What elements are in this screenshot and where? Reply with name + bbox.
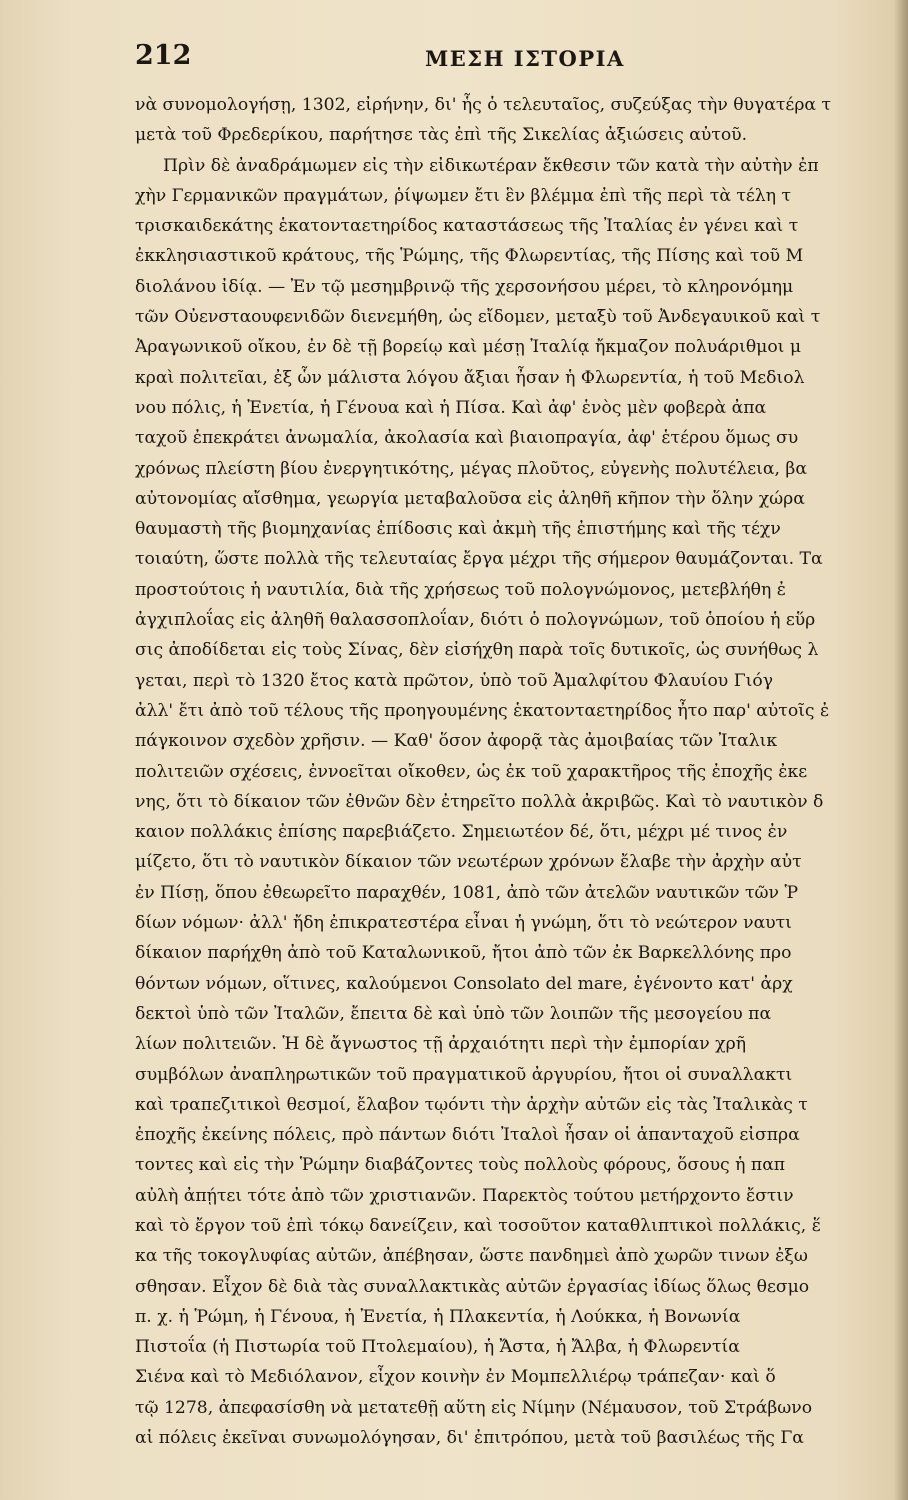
text-line: ἐν Πίσῃ, ὅπου ἐθεωρεῖτο παραχθέν, 1081, ἀπὸ τῶν ἀτελῶν ναυτικῶν τῶν Ῥ xyxy=(135,882,799,903)
text-line: Πρὶν δὲ ἀναδράμωμεν εἰς τὴν εἰδικωτέραν ἔκθεσιν τῶν κατὰ τὴν αὐτὴν ἐπ xyxy=(163,155,819,176)
text-line: τοιαύτη, ὥστε πολλὰ τῆς τελευταίας ἔργα μέχρι τῆς σήμερον θαυμάζονται. Τα xyxy=(135,549,823,570)
text-line: λίων πολιτειῶν. Ἡ δὲ ἄγνωστος τῇ ἀρχαιότητι περὶ τὴν ἐμπορίαν χρῆ xyxy=(135,1034,746,1055)
text-line: π. χ. ἡ Ῥώμη, ἡ Γένουα, ἡ Ἐνετία, ἡ Πλακεντία, ἡ Λούκκα, ἡ Βονωνία xyxy=(135,1306,741,1327)
text-line: μίζετο, ὅτι τὸ ναυτικὸν δίκαιον τῶν νεωτέρων χρόνων ἔλαβε τὴν ἀρχὴν αὐτ xyxy=(135,852,802,873)
text-line: κραὶ πολιτεῖαι, ἐξ ὧν μάλιστα λόγου ἄξιαι ἦσαν ἡ Φλωρεντία, ἡ τοῦ Μεδιολ xyxy=(135,367,805,388)
text-line: Πιστοΐα (ἡ Πιστωρία τοῦ Πτολεμαίου), ἡ Ἄστα, ἡ Ἄλβα, ἡ Φλωρεντία xyxy=(135,1337,740,1358)
page-number: 212 xyxy=(135,40,192,71)
body-text xyxy=(135,90,908,1453)
text-line: ταχοῦ ἐπεκράτει ἀνωμαλία, ἀκολασία καὶ βιαιοπραγία, ἀφ' ἑτέρου ὅμως συ xyxy=(135,428,799,449)
text-line: τῶν Οὐενσταουφενιδῶν διενεμήθη, ὡς εἴδομεν, μεταξὺ τοῦ Ἀνδεγαυικοῦ καὶ τ xyxy=(135,307,821,328)
text-line: χρόνως πλείστη βίου ἐνεργητικότης, μέγας πλοῦτος, εὐγενὴς πολυτέλεια, βα xyxy=(135,458,807,479)
text-line: τῷ 1278, ἀπεφασίσθη νὰ μετατεθῇ αὕτη εἰς Νίμην (Νέμαυσον, τοῦ Στράβωνο xyxy=(135,1397,813,1418)
text-line: δίων νόμων· ἀλλ' ἤδη ἐπικρατεστέρα εἶναι ἡ γνώμη, ὅτι τὸ νεώτερον ναυτι xyxy=(135,913,792,934)
text-line: θόντων νόμων, οἵτινες, καλούμενοι Consolato del mare, ἐγένοντο κατ' ἀρχ xyxy=(135,973,793,994)
text-line: πολιτειῶν σχέσεις, ἐννοεῖται οἴκοθεν, ὡς ἐκ τοῦ χαρακτῆρος τῆς ἐποχῆς ἐκε xyxy=(135,761,808,782)
text-line: θαυμαστὴ τῆς βιομηχανίας ἐπίδοσις καὶ ἀκμὴ τῆς ἐπιστήμης καὶ τῆς τέχν xyxy=(135,519,781,540)
text-line: νης, ὅτι τὸ δίκαιον τῶν ἐθνῶν δὲν ἐτηρεῖτο πολλὰ ἀκριβῶς. Καὶ τὸ ναυτικὸν δ xyxy=(135,791,824,812)
text-line: Ἀραγωνικοῦ οἴκου, ἐν δὲ τῇ βορείῳ καὶ μέσῃ Ἰταλίᾳ ἤκμαζον πολυάριθμοι μ xyxy=(135,337,802,358)
text-line: αὐτονομίας αἴσθημα, γεωργία μεταβαλοῦσα εἰς ἀληθῆ κῆπον τὴν ὅλην χώρα xyxy=(135,488,805,509)
text-line: δεκτοὶ ὑπὸ τῶν Ἰταλῶν, ἔπειτα δὲ καὶ ὑπὸ τῶν λοιπῶν τῆς μεσογείου πα xyxy=(135,1003,772,1024)
text-line: συμβόλων ἀναπληρωτικῶν τοῦ πραγματικοῦ ἀργυρίου, ἤτοι οἱ συναλλακτι xyxy=(135,1064,793,1085)
text-line: κα τῆς τοκογλυφίας αὐτῶν, ἀπέβησαν, ὥστε πανδημεὶ ἀπὸ χωρῶν τινων ἐξω xyxy=(135,1246,808,1267)
text-line: προστούτοις ἡ ναυτιλία, διὰ τῆς χρήσεως τοῦ πολογνώμονος, μετεβλήθη ἐ xyxy=(135,579,786,600)
text-line: καιον πολλάκις ἐπίσης παρεβιάζετο. Σημειωτέον δέ, ὅτι, μέχρι μέ τινος ἐν xyxy=(135,822,788,843)
text-line: γεται, περὶ τὸ 1320 ἔτος κατὰ πρῶτον, ὑπὸ τοῦ Ἀμαλφίτου Φλαυίου Γιόγ xyxy=(135,670,774,691)
text-line: σις ἀποδίδεται εἰς τοὺς Σίνας, δὲν εἰσήχθη παρὰ τοῖς δυτικοῖς, ὡς συνήθως λ xyxy=(135,640,819,661)
text-line: αὐλὴ ἀπῄτει τότε ἀπὸ τῶν χριστιανῶν. Παρεκτὸς τούτου μετήρχοντο ἔστιν xyxy=(135,1185,794,1206)
text-line: ἀλλ' ἔτι ἀπὸ τοῦ τέλους τῆς προηγουμένης ἑκατονταετηρίδος ἦτο παρ' αὐτοῖς ἐ xyxy=(135,700,830,721)
text-line: τοντες καὶ εἰς τὴν Ῥώμην διαβάζοντες τοὺς πολλοὺς φόρους, ὅσους ἡ παπ xyxy=(135,1155,786,1176)
text-line: ἀγχιπλοΐας εἰς ἀληθῆ θαλασσοπλοΐαν, διότι ὁ πολογνώμων, τοῦ ὁποίου ἡ εὕρ xyxy=(135,610,816,631)
text-line: αἱ πόλεις ἐκεῖναι συνωμολόγησαν, δι' ἐπιτρόπου, μετὰ τοῦ βασιλέως τῆς Γα xyxy=(135,1428,804,1449)
text-line: χὴν Γερμανικῶν πραγμάτων, ῥίψωμεν ἔτι ἓν βλέμμα ἐπὶ τῆς περὶ τὰ τέλη τ xyxy=(135,185,791,206)
text-line: ἐκκλησιαστικοῦ κράτους, τῆς Ῥώμης, τῆς Φλωρεντίας, τῆς Πίσης καὶ τοῦ Μ xyxy=(135,246,804,267)
text-line: μετὰ τοῦ Φρεδερίκου, παρήτησε τὰς ἐπὶ τῆς Σικελίας ἀξιώσεις αὐτοῦ. xyxy=(135,125,748,146)
text-line: τρισκαιδεκάτης ἑκατονταετηρίδος καταστάσεως τῆς Ἰταλίας ἐν γένει καὶ τ xyxy=(135,216,799,237)
text-line: καὶ τὸ ἔργον τοῦ ἐπὶ τόκῳ δανείζειν, καὶ τοσοῦτον καταθλιπτικοὶ πολλάκις, ἕ xyxy=(135,1215,821,1236)
text-line: σθησαν. Εἶχον δὲ διὰ τὰς συναλλακτικὰς αὐτῶν ἐργασίας ἰδίως ὅλως θεσμο xyxy=(135,1276,810,1297)
text-line: πάγκοινον σχεδὸν χρῆσιν. — Καθ' ὅσον ἀφορᾷ τὰς ἀμοιβαίας τῶν Ἰταλικ xyxy=(135,731,778,752)
text-line: νου πόλις, ἡ Ἐνετία, ἡ Γένουα καὶ ἡ Πίσα. Καὶ ἀφ' ἑνὸς μὲν φοβερὰ ἀπα xyxy=(135,397,767,418)
text-line: Σιένα καὶ τὸ Μεδιόλανον, εἶχον κοινὴν ἐν Μομπελλιέρῳ τράπεζαν· καὶ ὅ xyxy=(135,1367,776,1388)
text-line: δίκαιον παρήχθη ἀπὸ τοῦ Καταλωνικοῦ, ἤτοι ἀπὸ τῶν ἐκ Βαρκελλόνης προ xyxy=(135,943,792,964)
page-header xyxy=(135,40,908,90)
text-line: ἐποχῆς ἐκείνης πόλεις, πρὸ πάντων διότι Ἰταλοὶ ἦσαν οἱ ἁπανταχοῦ εἰσπρα xyxy=(135,1125,800,1146)
running-title: ΜΕΣΗ ΙΣΤΟΡΙΑ xyxy=(425,46,625,71)
text-line: διολάνου ἰδίᾳ. — Ἐν τῷ μεσημβρινῷ τῆς χερσονήσου μέρει, τὸ κληρονόμημ xyxy=(135,276,794,297)
page-edge-shadow xyxy=(894,0,908,1500)
text-line: καὶ τραπεζιτικοὶ θεσμοί, ἔλαβον τῳόντι τὴν ἀρχὴν αὐτῶν εἰς τὰς Ἰταλικὰς τ xyxy=(135,1094,808,1115)
text-line: νὰ συνομολογήσῃ, 1302, εἰρήνην, δι' ἧς ὁ τελευταῖος, συζεύξας τὴν θυγατέρα τ xyxy=(135,95,832,115)
